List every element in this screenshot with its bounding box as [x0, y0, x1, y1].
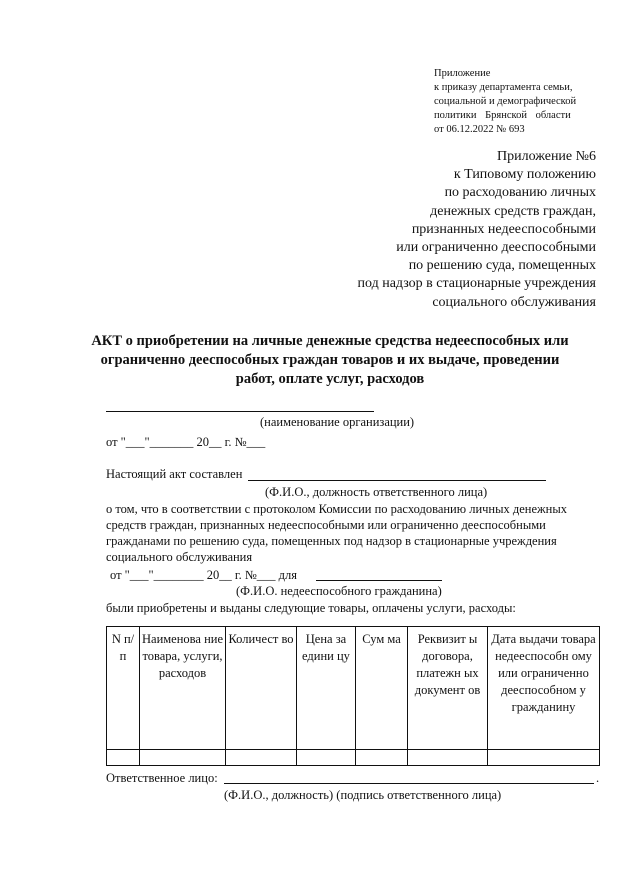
act-date-number: от "___"_______ 20__ г. №___	[106, 435, 266, 449]
responsible-caption: (Ф.И.О., должность) (подпись ответственного лица)	[224, 788, 502, 802]
table-cell	[297, 750, 356, 766]
table-header-row	[107, 627, 600, 750]
act-body-line: социального обслуживания	[106, 550, 253, 564]
order-reference-line: к приказу департамента семьи,	[434, 82, 573, 93]
act-body-line: о том, что в соответствии с протоколом Комиссии по расходованию личных денежных	[106, 502, 568, 516]
order-reference-line: Приложение	[434, 68, 491, 79]
appendix-line: под надзор в стационарные учреждения	[357, 276, 596, 292]
header-cell-sum: Сум ма	[356, 627, 408, 750]
act-title	[60, 332, 600, 389]
responsible-end: .	[596, 771, 600, 785]
appendix-line: по расходованию личных	[444, 185, 596, 201]
appendix-line: социального обслуживания	[432, 294, 596, 310]
header-cell-issue-date: Дата выдачи товара недееспособн ому или ограниченно дееспособном у гражданину	[488, 627, 600, 750]
items-table	[106, 626, 600, 766]
act-body	[106, 501, 567, 565]
organization-name-line	[106, 411, 374, 412]
header-cell-quantity: Количест во	[226, 627, 297, 750]
protocol-date-line: от "___"________ 20__ г. №___ для	[110, 568, 297, 582]
header-cell-price: Цена за едини цу	[297, 627, 356, 750]
table-cell	[226, 750, 297, 766]
order-reference-line: политики Брянской области	[434, 110, 571, 121]
header-cell-number: N п/ п	[107, 627, 140, 750]
table-row	[107, 750, 600, 766]
appendix-line: денежных средств граждан,	[430, 203, 596, 219]
header-cell-requisites: Реквизит ы договора, платежн ых документ ов	[408, 627, 488, 750]
table-cell	[408, 750, 488, 766]
citizen-caption: (Ф.И.О. недееспособного гражданина)	[236, 584, 442, 598]
table-cell	[488, 750, 600, 766]
acquired-statement: были приобретены и выданы следующие товары, оплачены услуги, расходы:	[106, 601, 516, 615]
appendix-line: признанных недееспособными	[411, 221, 596, 237]
appendix-line: или ограниченно дееспособными	[396, 240, 596, 256]
citizen-name-line	[316, 580, 442, 581]
table-cell	[356, 750, 408, 766]
compiled-label: Настоящий акт составлен	[106, 467, 243, 481]
compiled-caption: (Ф.И.О., должность ответственного лица)	[265, 485, 488, 499]
order-reference-line: от 06.12.2022 № 693	[434, 124, 525, 135]
compiled-by-line	[248, 480, 546, 481]
act-body-line: средств граждан, признанных недееспособными или ограниченно дееспособными	[106, 518, 546, 532]
order-reference-line: социальной и демографической	[434, 96, 577, 107]
table-cell	[107, 750, 140, 766]
appendix-line: Приложение №6	[497, 149, 596, 164]
act-body-line: гражданами по решению суда, помещенных под надзор в стационарные учреждения	[106, 534, 557, 548]
header-cell-name: Наименова ние товара, услуги, расходов	[140, 627, 226, 750]
appendix-line: к Типовому положению	[453, 167, 596, 183]
act-title-line: ограниченно дееспособных граждан товаров и их выдаче, проведении	[100, 352, 560, 368]
responsible-label: Ответственное лицо:	[106, 771, 218, 785]
act-title-line: работ, оплате услуг, расходов	[235, 371, 425, 387]
act-title-line: АКТ о приобретении на личные денежные средства недееспособных или	[91, 333, 569, 349]
appendix-6-block	[358, 148, 596, 312]
table-cell	[140, 750, 226, 766]
responsible-signature-line	[224, 783, 594, 784]
organization-caption: (наименование организации)	[260, 415, 415, 429]
appendix-line: по решению суда, помещенных	[408, 258, 596, 274]
